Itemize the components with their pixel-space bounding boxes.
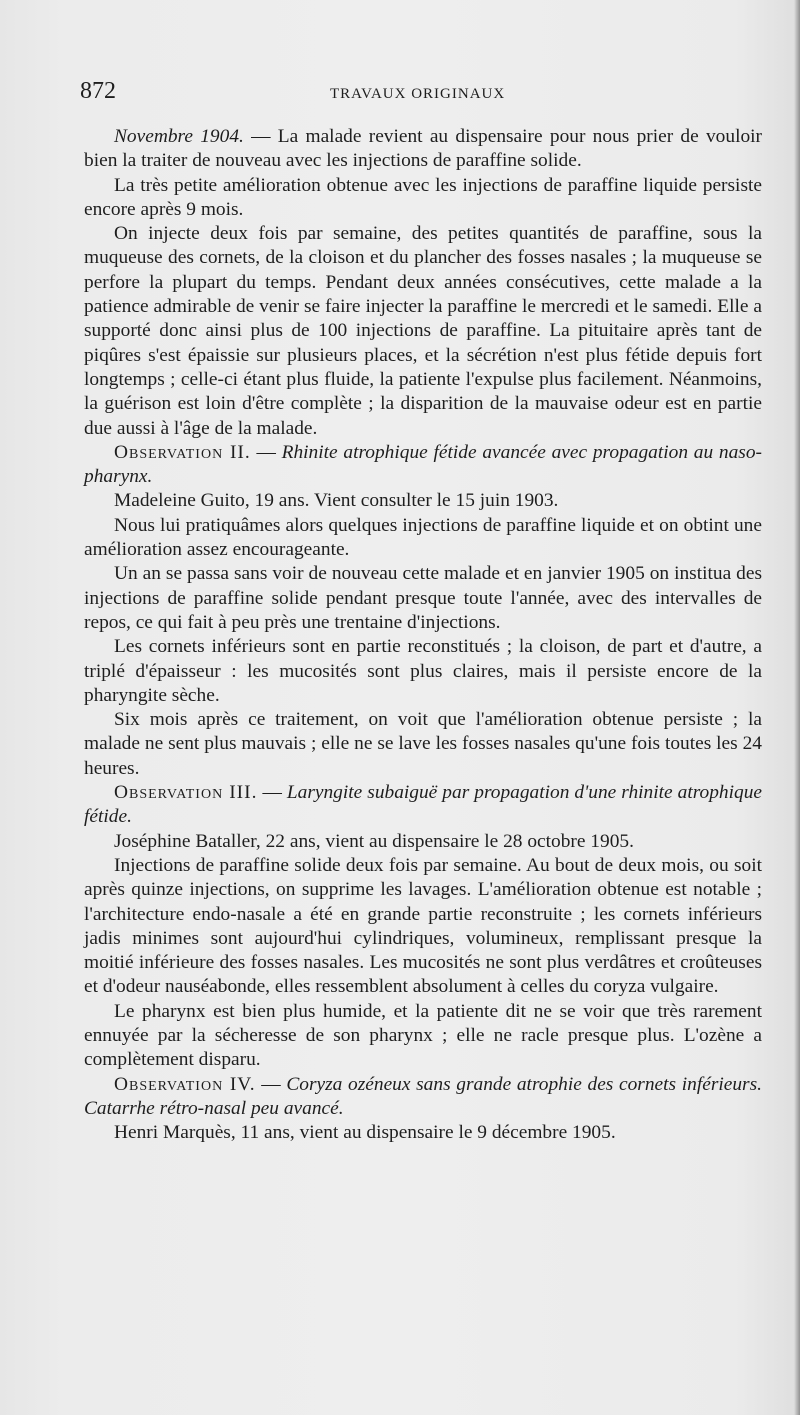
paragraph: Les cornets inférieurs sont en partie reconstitués ; la cloison, de part et d'autre, a triplé d'épaisseur : les mucosités sont plus claires, mais il persiste encore de la pharyngite sèche.	[84, 636, 762, 706]
paragraph: La très petite amélioration obtenue avec les injections de paraffine liquide persiste encore après 9 mois.	[84, 174, 762, 220]
page-number: 872	[80, 78, 116, 104]
paragraph-text: — La malade revient au dispensaire pour nous prier de vouloir bien la traiter de nouveau avec les injections de paraffine solide.	[84, 126, 762, 172]
observation-label: Observation II.	[114, 441, 251, 463]
dash: —	[255, 1073, 287, 1095]
observation-heading-4	[84, 1073, 762, 1122]
paragraph: Injections de paraffine solide deux fois par semaine. Au bout de deux mois, ou soit après quinze injections, on supprime les lavages. L'amélioration obtenue est notable ; l'architecture endo-nasale a été en grande partie reconstruite ; les cornets inférieurs jadis minimes sont aujourd'hui cylindriques, volumineux, remplissant presque la moitié inférieure des fosses nasales. Les mucosités ne sont plus verdâtres et croûteuses et d'odeur nauséabonde, elles ressemblent absolument à celles du coryza vulgaire.	[84, 854, 762, 998]
observation-title: Rhinite atrophique fétide avancée avec propagation au naso-pharynx.	[84, 441, 763, 488]
paragraph-november-1904	[84, 125, 762, 174]
paragraph: On injecte deux fois par semaine, des petites quantités de paraffine, sous la muqueuse des cornets, de la cloison et du plancher des fosses nasales ; la muqueuse se perfore la plupart du temps. Pendant deux années consécutives, cette malade a la patience admirable de venir se faire injecter la paraffine le mercredi et le samedi. Elle a supporté donc ainsi plus de 100 injections de paraffine. La pituitaire après tant de piqûres s'est épaissie sur plusieurs places, et la sécrétion n'est plus fétide depuis fort longtemps ; celle-ci étant plus fluide, la patiente l'expulse plus facilement. Néanmoins, la guérison est loin d'être complète ; la disparition de la mauvaise odeur est en partie due aussi à l'âge de la malade.	[84, 223, 762, 439]
paragraph: Un an se passa sans voir de nouveau cette malade et en janvier 1905 on institua des injections de paraffine solide pendant presque toute l'année, avec des intervalles de repos, ce qui fait à peu près une trentaine d'injections.	[84, 563, 762, 633]
paragraph: Madeleine Guito, 19 ans. Vient consulter le 15 juin 1903.	[114, 490, 559, 512]
observation-label: Observation IV.	[114, 1073, 256, 1095]
body-text	[84, 125, 762, 1145]
observation-heading-2	[84, 441, 762, 490]
paragraph: Le pharynx est bien plus humide, et la patiente dit ne se voir que très rarement ennuyée par la sécheresse de son pharynx ; elle ne racle presque plus. L'ozène a complètement disparu.	[84, 1000, 762, 1071]
dash: —	[250, 441, 282, 463]
observation-title: Coryza ozéneux sans grande atrophie des cornets inférieurs. Catarrhe rétro-nasal peu avancé.	[84, 1073, 762, 1119]
observation-label: Observation III.	[114, 782, 258, 804]
observation-title: Laryngite subaiguë par propagation d'une rhinite atrophique fétide.	[84, 782, 763, 828]
paragraph: Nous lui pratiquâmes alors quelques injections de paraffine liquide et on obtint une amélioration assez encourageante.	[84, 514, 762, 561]
dash: —	[257, 782, 287, 804]
date-lead: Novembre 1904.	[114, 126, 244, 147]
running-head: TRAVAUX ORIGINAUX	[330, 86, 506, 102]
paragraph: Six mois après ce traitement, on voit que l'amélioration obtenue persiste ; la malade ne sent plus mauvais ; elle ne se lave les fosses nasales qu'une fois toutes les 24 heures.	[84, 709, 762, 779]
observation-heading-3	[84, 781, 762, 830]
paragraph: Joséphine Bataller, 22 ans, vient au dispensaire le 28 octobre 1905.	[114, 830, 634, 852]
page-header	[80, 78, 760, 110]
paragraph: Henri Marquès, 11 ans, vient au dispensaire le 9 décembre 1905.	[114, 1122, 616, 1144]
